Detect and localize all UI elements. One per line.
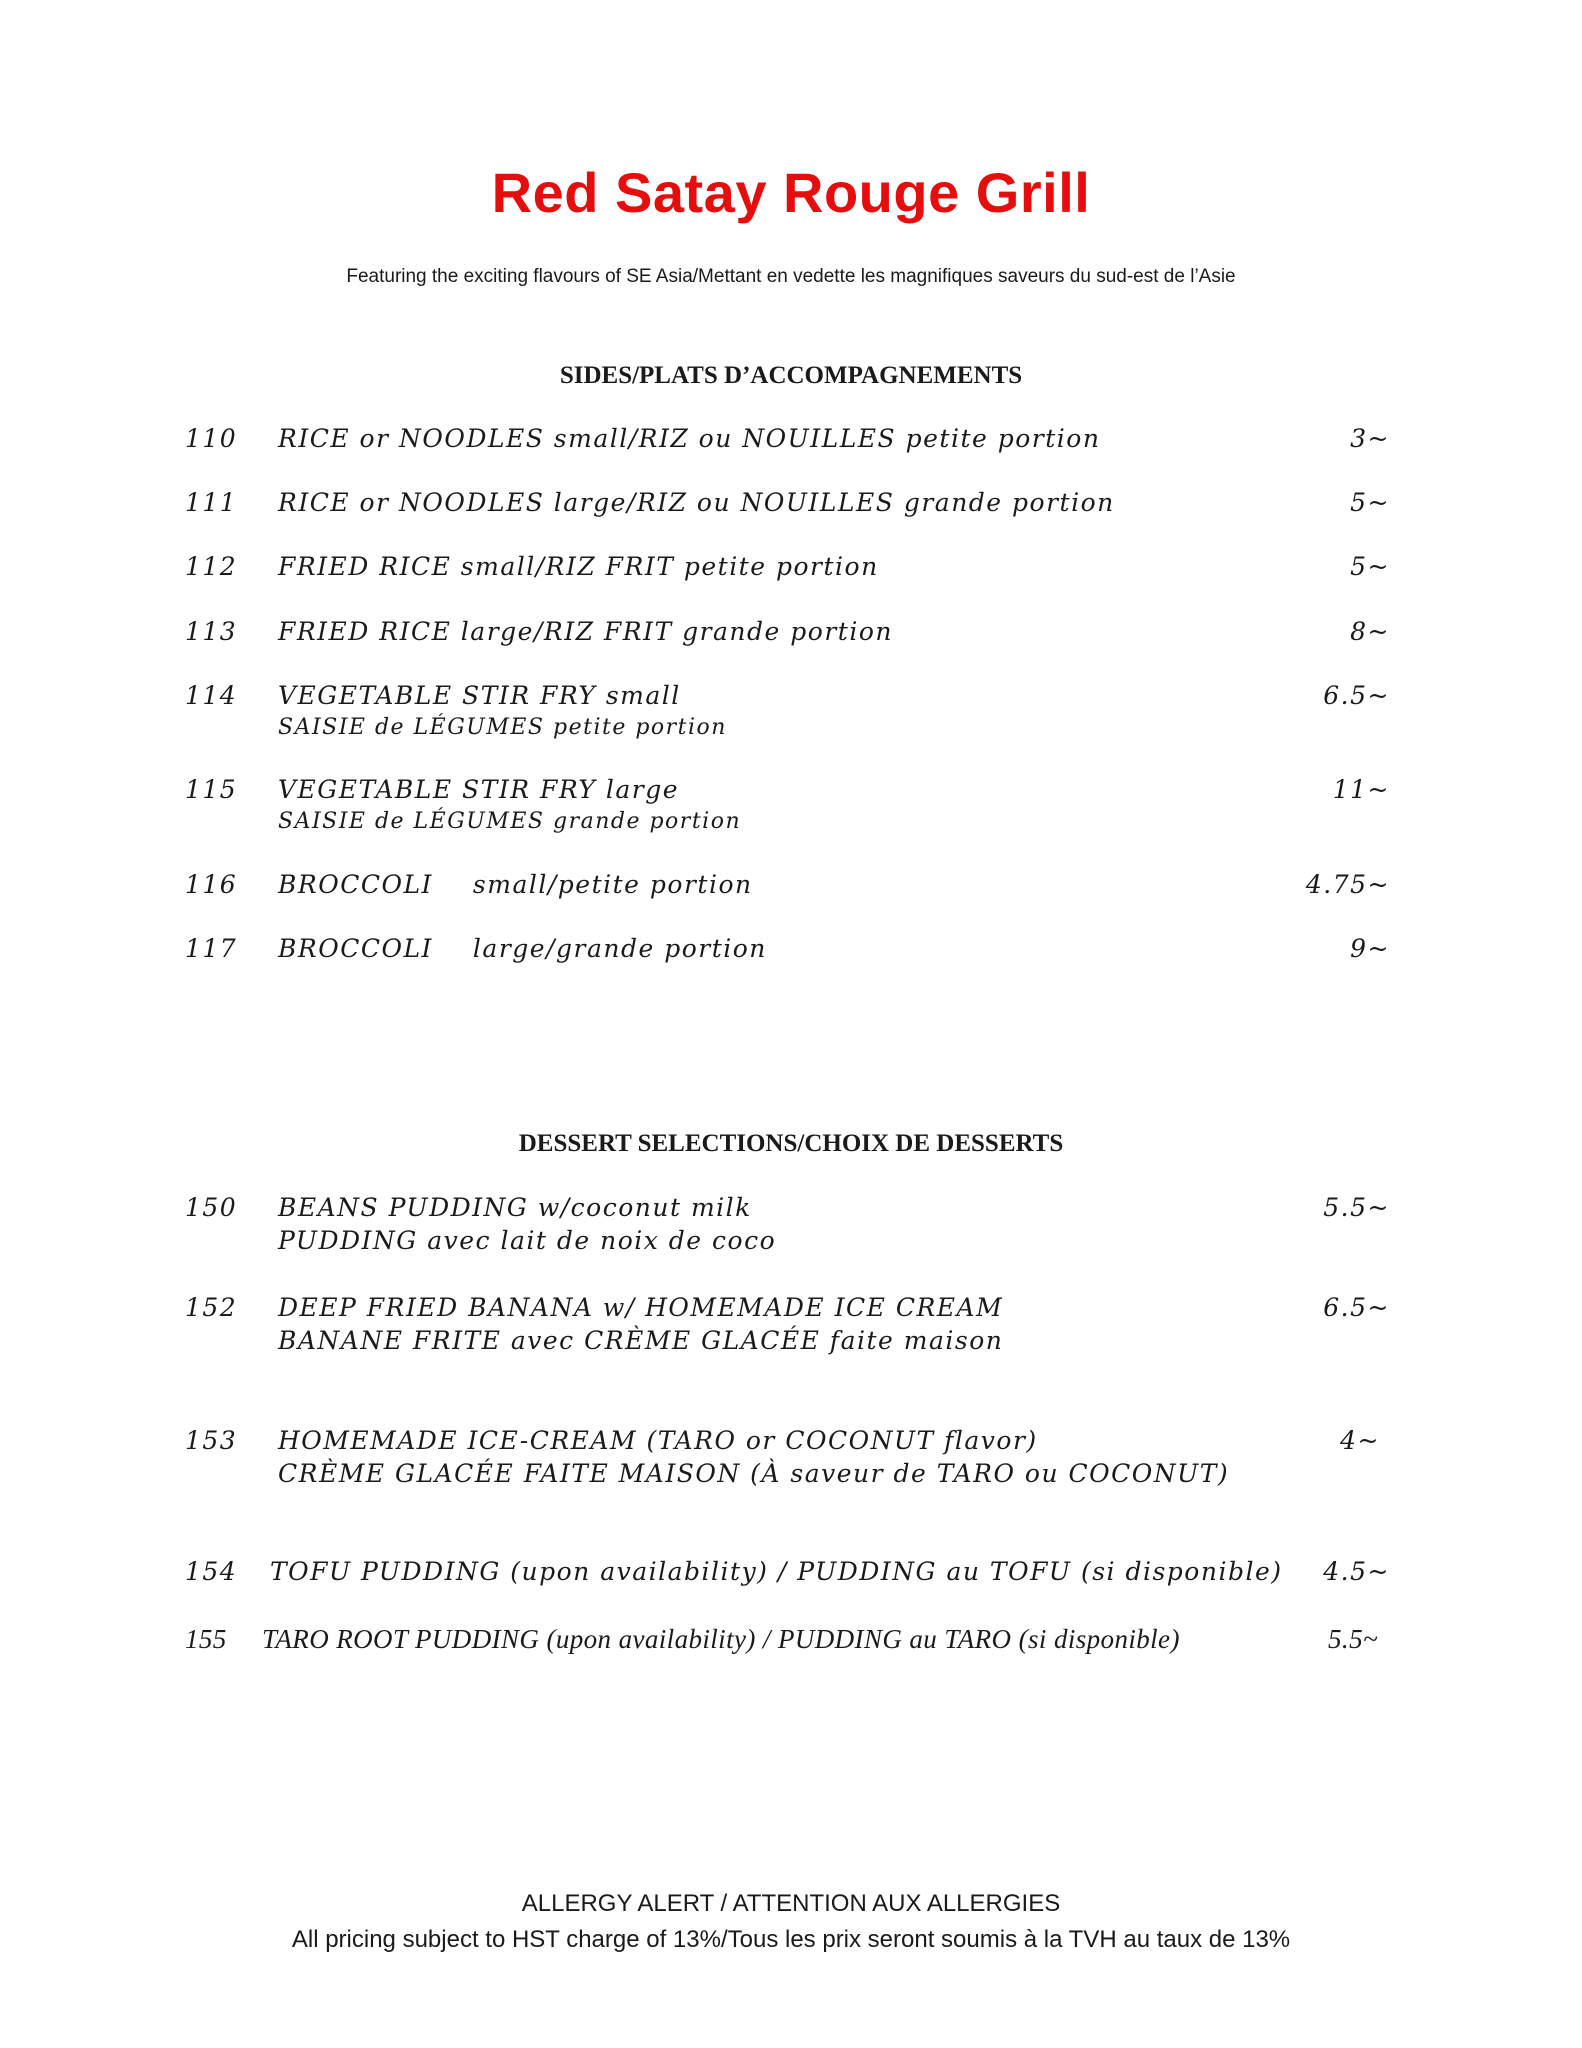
item-number: 111 [185, 488, 238, 517]
item-number: 110 [185, 424, 238, 453]
item-name: DEEP FRIED BANANA w/ HOMEMADE ICE CREAM [278, 1293, 1004, 1322]
item-price: 4~ [1340, 1426, 1380, 1455]
menu-item-152 [185, 1293, 1390, 1363]
item-number: 115 [185, 775, 238, 804]
item-name [278, 934, 767, 963]
allergy-alert: ALLERGY ALERT / ATTENTION AUX ALLERGIES [521, 1890, 1061, 1917]
item-price: 3~ [1350, 424, 1390, 453]
item-number: 116 [185, 870, 238, 899]
item-name: FRIED RICE large/RIZ FRIT grande portion [278, 617, 893, 646]
item-portion: large/grande portion [472, 934, 767, 963]
menu-item-150 [185, 1193, 1390, 1263]
item-price: 5.5~ [1323, 1193, 1390, 1222]
menu-item-114 [185, 681, 1390, 751]
item-number: 113 [185, 617, 238, 646]
item-number: 112 [185, 552, 238, 581]
item-price: 6.5~ [1323, 1293, 1390, 1322]
item-name-french: SAISIE de LÉGUMES petite portion [278, 715, 727, 740]
tax-notice: All pricing subject to HST charge of 13%/Tous les prix seront soumis à la TVH au taux de 13% [291, 1926, 1291, 1953]
item-name: HOMEMADE ICE-CREAM (TARO or COCONUT flavor) [278, 1426, 1038, 1455]
menu-item-116 [185, 870, 1390, 940]
item-number: 152 [185, 1293, 238, 1322]
item-price: 4.5~ [1323, 1557, 1390, 1586]
menu-item-154 [185, 1557, 1390, 1627]
menu-item-153 [185, 1426, 1390, 1496]
menu-item-111 [185, 488, 1390, 558]
item-name-main: BROCCOLI [278, 934, 433, 963]
item-name-main: BROCCOLI [278, 870, 433, 899]
desserts-heading: DESSERT SELECTIONS/CHOIX DE DESSERTS [518, 1130, 1064, 1157]
item-price: 9~ [1350, 934, 1390, 963]
item-name [278, 870, 753, 899]
item-name: TOFU PUDDING (upon availability) / PUDDING au TOFU (si disponible) [270, 1557, 1283, 1586]
menu-item-110 [185, 424, 1390, 494]
item-price: 6.5~ [1323, 681, 1390, 710]
menu-item-115 [185, 775, 1390, 845]
restaurant-subtitle: Featuring the exciting flavours of SE Asia/Mettant en vedette les magnifiques saveurs du sud-est de l’Asie [346, 266, 1236, 287]
item-price: 8~ [1350, 617, 1390, 646]
menu-item-117 [185, 934, 1390, 1004]
menu-item-112 [185, 552, 1390, 622]
item-name-french: BANANE FRITE avec CRÈME GLACÉE faite maison [278, 1326, 1004, 1355]
item-price: 5.5~ [1328, 1624, 1378, 1654]
item-number: 153 [185, 1426, 238, 1455]
item-name: RICE or NOODLES large/RIZ ou NOUILLES grande portion [278, 488, 1115, 517]
item-number: 150 [185, 1193, 238, 1222]
item-number: 155 [185, 1624, 227, 1654]
item-name: FRIED RICE small/RIZ FRIT petite portion [278, 552, 879, 581]
restaurant-title: Red Satay Rouge Grill [491, 161, 1091, 224]
item-price: 11~ [1332, 775, 1390, 804]
item-name: RICE or NOODLES small/RIZ ou NOUILLES petite portion [278, 424, 1101, 453]
item-name: TARO ROOT PUDDING (upon availability) / PUDDING au TARO (si disponible) [262, 1624, 1180, 1654]
item-name-french: CRÈME GLACÉE FAITE MAISON (À saveur de TARO ou COCONUT) [278, 1459, 1230, 1488]
item-number: 114 [185, 681, 238, 710]
item-price: 5~ [1350, 488, 1390, 517]
item-name-french: PUDDING avec lait de noix de coco [278, 1226, 777, 1255]
menu-item-113 [185, 617, 1390, 687]
item-name-french: SAISIE de LÉGUMES grande portion [278, 809, 742, 834]
item-name: VEGETABLE STIR FRY large [278, 775, 680, 804]
item-price: 4.75~ [1305, 870, 1390, 899]
item-number: 154 [185, 1557, 238, 1586]
item-number: 117 [185, 934, 238, 963]
item-price: 5~ [1350, 552, 1390, 581]
sides-heading: SIDES/PLATS D’ACCOMPAGNEMENTS [559, 362, 1023, 389]
item-portion: small/petite portion [472, 870, 753, 899]
menu-item-155 [185, 1624, 1390, 1694]
item-name: BEANS PUDDING w/coconut milk [278, 1193, 752, 1222]
item-name: VEGETABLE STIR FRY small [278, 681, 681, 710]
